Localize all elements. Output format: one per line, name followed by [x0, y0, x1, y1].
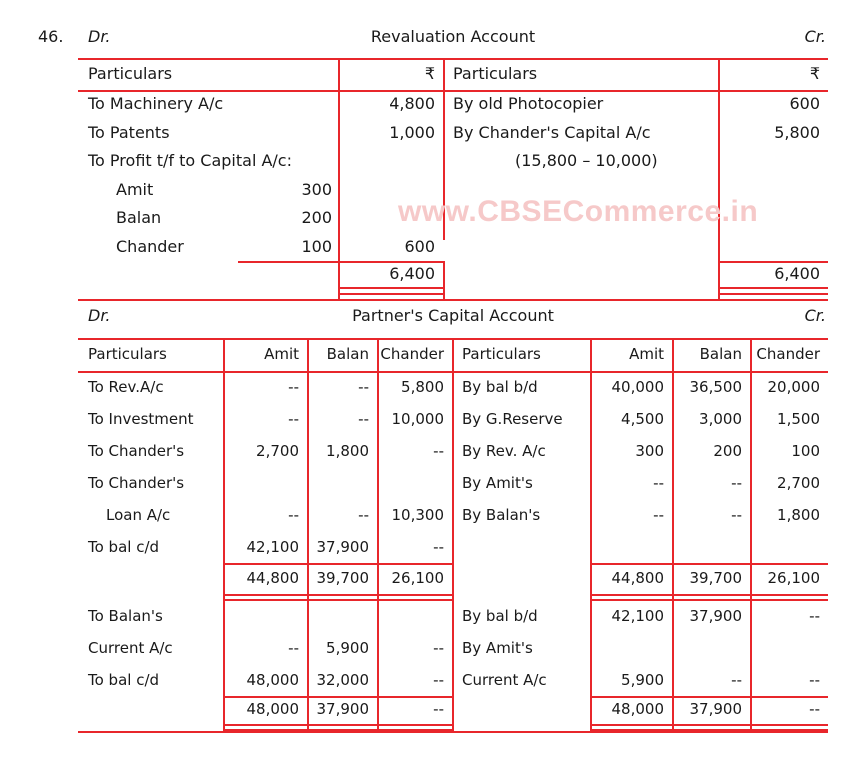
- particulars-cell: By old Photocopier: [453, 94, 604, 113]
- amount-cell: 42,100: [611, 607, 664, 625]
- amount-cell: --: [288, 378, 299, 396]
- amount-cell: --: [731, 506, 742, 524]
- amount-cell: [223, 600, 307, 632]
- table-line-h: [718, 293, 828, 295]
- amount-cell: [718, 233, 828, 262]
- amount-cell: 200: [713, 442, 742, 460]
- table-total-row: [78, 695, 828, 724]
- table-row: [78, 119, 828, 148]
- sub-amount: 200: [301, 208, 332, 227]
- table-row: [78, 435, 828, 467]
- amount-cell: 5,800: [401, 378, 444, 396]
- table-row: [78, 147, 828, 176]
- amount-cell: 1,800: [777, 506, 820, 524]
- particulars-cell: By Amit's: [462, 639, 533, 657]
- amount-cell: --: [433, 442, 444, 460]
- question-number: 46.: [38, 27, 64, 46]
- amount-cell: --: [288, 639, 299, 657]
- amount-cell: [223, 467, 307, 499]
- total-amount: 39,700: [316, 569, 369, 587]
- table-total-row: [78, 261, 828, 287]
- particulars-cell: [78, 204, 338, 233]
- amount-cell: 300: [635, 442, 664, 460]
- revaluation-table: [78, 58, 828, 301]
- amount-cell: --: [433, 671, 444, 689]
- amount-cell: 2,700: [777, 474, 820, 492]
- amount-cell: 3,000: [699, 410, 742, 428]
- amount-cell: [338, 147, 443, 176]
- total-amount: 26,100: [767, 569, 820, 587]
- particulars-cell: To Rev.A/c: [88, 378, 164, 396]
- amount-cell: [718, 147, 828, 176]
- amount-cell: 5,800: [774, 122, 820, 142]
- sub-amount: 300: [301, 179, 332, 199]
- amount-cell: --: [358, 410, 369, 428]
- partner-name: Amit: [116, 179, 154, 199]
- amount-cell: [377, 467, 452, 499]
- amount-cell: --: [653, 506, 664, 524]
- particulars-cell: [78, 90, 338, 119]
- amount-cell: --: [809, 607, 820, 625]
- amount-cell: 2,700: [256, 442, 299, 460]
- table-row: [78, 664, 828, 696]
- table-line-h: [78, 299, 828, 301]
- amount-cell: 48,000: [246, 671, 299, 689]
- revaluation-cr-label: Cr.: [804, 27, 826, 46]
- capital-cr-label: Cr.: [804, 306, 826, 325]
- amount-cell: [750, 632, 828, 664]
- empty-cell: [452, 695, 590, 724]
- particulars-cell: By bal b/d: [462, 607, 538, 625]
- table-row: [78, 467, 828, 499]
- amount-cell: [590, 632, 672, 664]
- column-header-particulars: Particulars: [453, 64, 538, 83]
- particulars-cell: Current A/c: [462, 671, 547, 689]
- table-row: [78, 403, 828, 435]
- amount-cell: [672, 632, 750, 664]
- table-total-row: [78, 563, 828, 594]
- amount-cell: [377, 600, 452, 632]
- table-header-row: [78, 338, 828, 371]
- amount-cell: 42,100: [246, 538, 299, 556]
- total-amount: 44,800: [246, 569, 299, 587]
- amount-cell: 37,900: [316, 538, 369, 556]
- amount-cell: 4,800: [389, 94, 435, 113]
- column-header-particulars: Particulars: [462, 345, 541, 363]
- revaluation-title-row: [78, 27, 828, 49]
- amount-cell: --: [433, 538, 444, 556]
- table-header-row: [78, 58, 828, 90]
- total-amount: 6,400: [774, 264, 820, 283]
- amount-cell: --: [288, 410, 299, 428]
- column-header-amount: ₹: [424, 64, 435, 83]
- column-header-amit: Amit: [629, 345, 664, 363]
- amount-cell: [307, 600, 377, 632]
- empty-cell: [78, 261, 338, 287]
- particulars-cell: To Chander's: [88, 474, 185, 492]
- total-amount: 44,800: [611, 569, 664, 587]
- amount-cell: 10,300: [391, 506, 444, 524]
- particulars-cell: To Investment: [88, 410, 194, 428]
- particulars-cell: By bal b/d: [462, 378, 538, 396]
- particulars-cell: By Balan's: [462, 506, 541, 524]
- column-header-amount: ₹: [809, 64, 820, 83]
- particulars-cell: Loan A/c: [106, 506, 171, 524]
- particulars-cell: [78, 176, 338, 205]
- amount-cell: 1,800: [326, 442, 369, 460]
- particulars-text: To Patents: [88, 122, 170, 142]
- table-line-h: [338, 287, 443, 289]
- total-amount: 48,000: [246, 700, 299, 718]
- total-amount: 37,900: [689, 700, 742, 718]
- empty-cell: [443, 261, 718, 287]
- particulars-cell: To Chander's: [88, 442, 185, 460]
- column-header-amit: Amit: [264, 345, 299, 363]
- capital-dr-label: Dr.: [88, 306, 111, 325]
- table-line-h: [338, 293, 443, 295]
- particulars-cell: [78, 147, 338, 176]
- amount-cell: --: [809, 671, 820, 689]
- table-line-h: [78, 731, 828, 733]
- table-line-h: [590, 594, 828, 596]
- total-amount: --: [433, 700, 444, 718]
- total-amount: 37,900: [316, 700, 369, 718]
- table-row: [78, 632, 828, 664]
- particulars-cell: [443, 233, 718, 262]
- amount-cell: 4,500: [621, 410, 664, 428]
- amount-cell: 100: [791, 442, 820, 460]
- particulars-cell: To bal c/d: [88, 671, 160, 689]
- amount-cell: --: [731, 671, 742, 689]
- amount-cell: [590, 531, 672, 563]
- empty-cell: [452, 563, 590, 594]
- column-header-particulars: Particulars: [88, 64, 173, 83]
- capital-title: Partner's Capital Account: [352, 306, 554, 325]
- amount-cell: 1,500: [777, 410, 820, 428]
- amount-cell: 5,900: [326, 639, 369, 657]
- column-header-balan: Balan: [326, 345, 369, 363]
- amount-cell: 600: [404, 236, 435, 256]
- watermark: www.CBSECommerce.in: [398, 195, 759, 228]
- amount-cell: [307, 467, 377, 499]
- table-row: [78, 600, 828, 632]
- amount-cell: [672, 531, 750, 563]
- revaluation-title: Revaluation Account: [370, 27, 536, 46]
- total-amount: 6,400: [389, 264, 435, 283]
- amount-cell: 37,900: [689, 607, 742, 625]
- empty-cell: [78, 695, 223, 724]
- partner-name: Chander: [116, 236, 184, 256]
- amount-cell: --: [731, 474, 742, 492]
- amount-cell: --: [358, 506, 369, 524]
- column-header-particulars: Particulars: [88, 345, 167, 363]
- amount-cell: 600: [789, 94, 820, 113]
- table-line-h: [590, 724, 828, 726]
- empty-cell: [78, 563, 223, 594]
- total-amount: 48,000: [611, 700, 664, 718]
- particulars-cell: By G.Reserve: [462, 410, 563, 428]
- amount-cell: --: [433, 639, 444, 657]
- amount-cell: 20,000: [767, 378, 820, 396]
- table-row: [78, 371, 828, 403]
- table-line-h: [223, 594, 452, 596]
- capital-title-row: [78, 306, 828, 328]
- total-amount: 26,100: [391, 569, 444, 587]
- table-row: [78, 90, 828, 119]
- amount-cell: 40,000: [611, 378, 664, 396]
- particulars-cell: By Chander's Capital A/c: [453, 122, 651, 142]
- particulars-cell: [78, 119, 338, 148]
- particulars-cell: (15,800 – 10,000): [515, 151, 658, 170]
- partner-name: Balan: [116, 208, 162, 227]
- capital-table: [78, 338, 828, 733]
- particulars-cell: To bal c/d: [88, 538, 160, 556]
- particulars-cell: [452, 531, 590, 563]
- amount-cell: --: [653, 474, 664, 492]
- column-header-chander: Chander: [380, 345, 444, 363]
- revaluation-dr-label: Dr.: [88, 27, 111, 46]
- amount-cell: [750, 531, 828, 563]
- table-row: [78, 499, 828, 531]
- amount-cell: 5,900: [621, 671, 664, 689]
- amount-cell: 36,500: [689, 378, 742, 396]
- table-row: [78, 531, 828, 563]
- particulars-cell: By Rev. A/c: [462, 442, 546, 460]
- particulars-text: To Machinery A/c: [88, 94, 224, 113]
- amount-cell: 1,000: [389, 122, 435, 142]
- column-header-balan: Balan: [699, 345, 742, 363]
- total-amount: 39,700: [689, 569, 742, 587]
- particulars-text: To Profit t/f to Capital A/c:: [88, 151, 292, 170]
- amount-cell: --: [358, 378, 369, 396]
- sub-amount: 100: [301, 236, 332, 256]
- amount-cell: --: [288, 506, 299, 524]
- table-row: [78, 233, 828, 262]
- table-line-h: [223, 724, 452, 726]
- particulars-cell: Current A/c: [88, 639, 173, 657]
- column-header-chander: Chander: [756, 345, 820, 363]
- particulars-cell: [78, 233, 338, 262]
- amount-cell: 32,000: [316, 671, 369, 689]
- particulars-cell: To Balan's: [88, 607, 163, 625]
- amount-cell: 10,000: [391, 410, 444, 428]
- total-amount: --: [809, 700, 820, 718]
- particulars-cell: By Amit's: [462, 474, 533, 492]
- table-line-h: [718, 287, 828, 289]
